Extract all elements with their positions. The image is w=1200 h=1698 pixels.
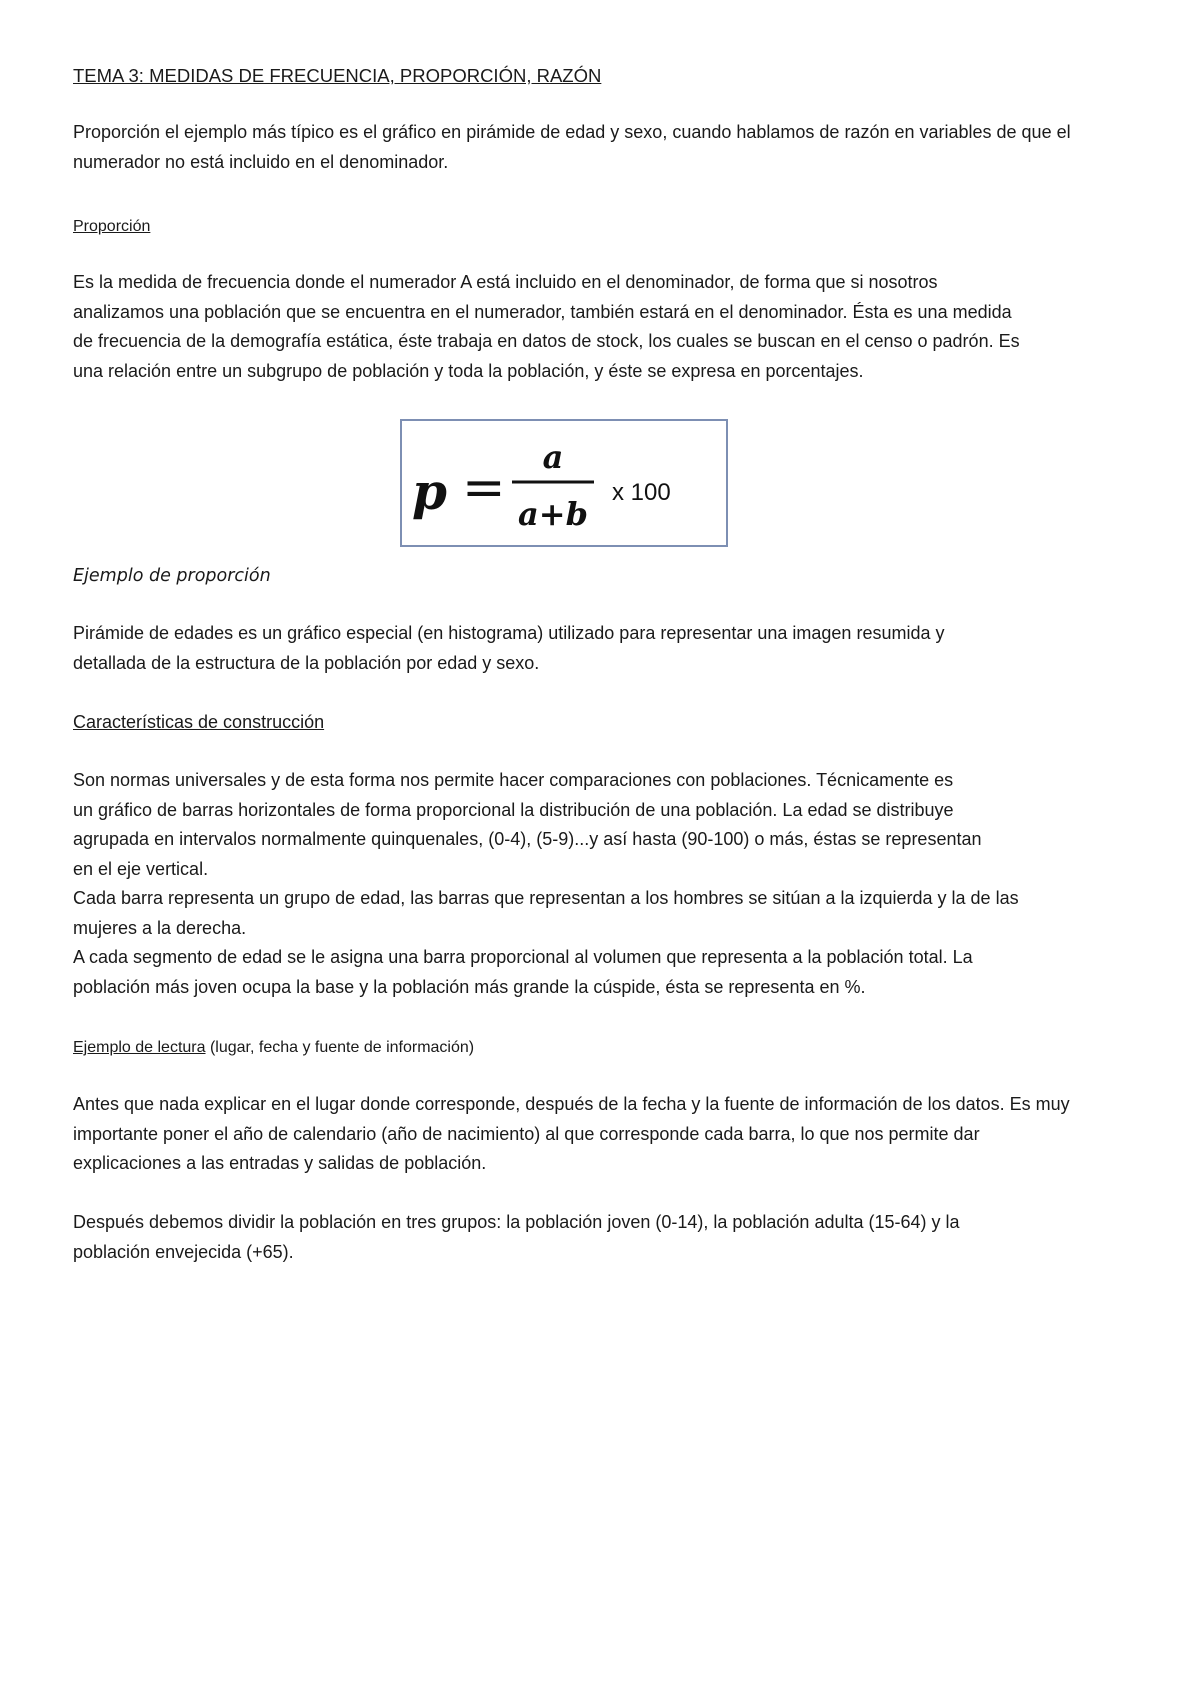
- proportion-formula: [402, 421, 730, 549]
- caracteristicas-line: agrupada en intervalos normalmente quinquenales, (0-4), (5-9)...y así hasta (90-100) o más, éstas se representan: [73, 829, 982, 849]
- formula-denominator: a+b: [518, 495, 588, 533]
- lectura-heading-underlined: Ejemplo de lectura: [73, 1039, 206, 1056]
- grupos-line: población envejecida (+65).: [73, 1241, 294, 1262]
- lectura-paragraph: [73, 1090, 1143, 1179]
- caracteristicas-line: en el eje vertical.: [73, 858, 209, 879]
- intro-line: Proporción el ejemplo más típico es el gráfico en pirámide de edad y sexo, cuando hablamos de razón en variables de que el: [73, 122, 1071, 142]
- ejemplo-line: Pirámide de edades es un gráfico especial (en histograma) utilizado para representar una imagen resumida y: [73, 623, 945, 643]
- lectura-line: Antes que nada explicar en el lugar donde corresponde, después de la fecha y la fuente de información de los datos. Es muy: [73, 1094, 1070, 1114]
- intro-line: numerador no está incluido en el denominador.: [73, 151, 449, 172]
- caracteristicas-line: Son normas universales y de esta forma nos permite hacer comparaciones con poblaciones. Técnicamente es: [73, 770, 954, 790]
- proporcion-heading: Proporción: [73, 218, 151, 235]
- formula-equals: =: [462, 458, 506, 518]
- lectura-heading-rest: (lugar, fecha y fuente de información): [205, 1039, 475, 1056]
- proporcion-line: de frecuencia de la demografía estática, éste trabaja en datos de stock, los cuales se buscan en el censo o padrón. Es: [73, 331, 1020, 351]
- formula-box: [400, 419, 728, 547]
- caracteristicas-line: un gráfico de barras horizontales de forma proporcional la distribución de una población. La edad se distribuye: [73, 799, 954, 820]
- caracteristicas-line: mujeres a la derecha.: [73, 917, 247, 938]
- proporcion-line: analizamos una población que se encuentra en el numerador, también estará en el denominador. Ésta es una medida: [73, 301, 1012, 322]
- formula-lhs: p: [412, 462, 447, 521]
- formula-numerator: a: [542, 438, 564, 476]
- intro-paragraph: [73, 118, 1143, 177]
- lectura-line: explicaciones a las entradas y salidas de población.: [73, 1153, 487, 1173]
- proporcion-line: una relación entre un subgrupo de población y toda la población, y éste se expresa en porcentajes.: [73, 360, 864, 381]
- lectura-heading: [73, 1033, 1143, 1063]
- caracteristicas-paragraph: [73, 766, 1143, 1002]
- grupos-line: Después debemos dividir la población en tres grupos: la población joven (0-14), la población adulta (15-64) y la: [73, 1212, 960, 1232]
- caracteristicas-line: Cada barra representa un grupo de edad, las barras que representan a los hombres se sitúan a la izquierda y la de las: [73, 888, 1019, 908]
- proporcion-line: Es la medida de frecuencia donde el numerador A está incluido en el denominador, de forma que si nosotros: [73, 272, 938, 292]
- document-title: TEMA 3: MEDIDAS DE FRECUENCIA, PROPORCIÓN, RAZÓN: [73, 65, 602, 86]
- ejemplo-line: detallada de la estructura de la población por edad y sexo.: [73, 652, 540, 673]
- ejemplo-paragraph: [73, 619, 1143, 678]
- caracteristicas-line: A cada segmento de edad se le asigna una barra proporcional al volumen que representa a la población total. La: [73, 947, 973, 967]
- proporcion-paragraph: [73, 268, 1143, 386]
- grupos-paragraph: [73, 1208, 1143, 1267]
- ejemplo-heading: Ejemplo de proporción: [73, 566, 271, 586]
- caracteristicas-heading: Características de construcción: [73, 712, 325, 732]
- caracteristicas-line: población más joven ocupa la base y la población más grande la cúspide, ésta se representa en %.: [73, 976, 866, 997]
- formula-multiplier: x 100: [612, 479, 671, 506]
- lectura-line: importante poner el año de calendario (año de nacimiento) al que corresponde cada barra, lo que nos permite dar: [73, 1123, 980, 1144]
